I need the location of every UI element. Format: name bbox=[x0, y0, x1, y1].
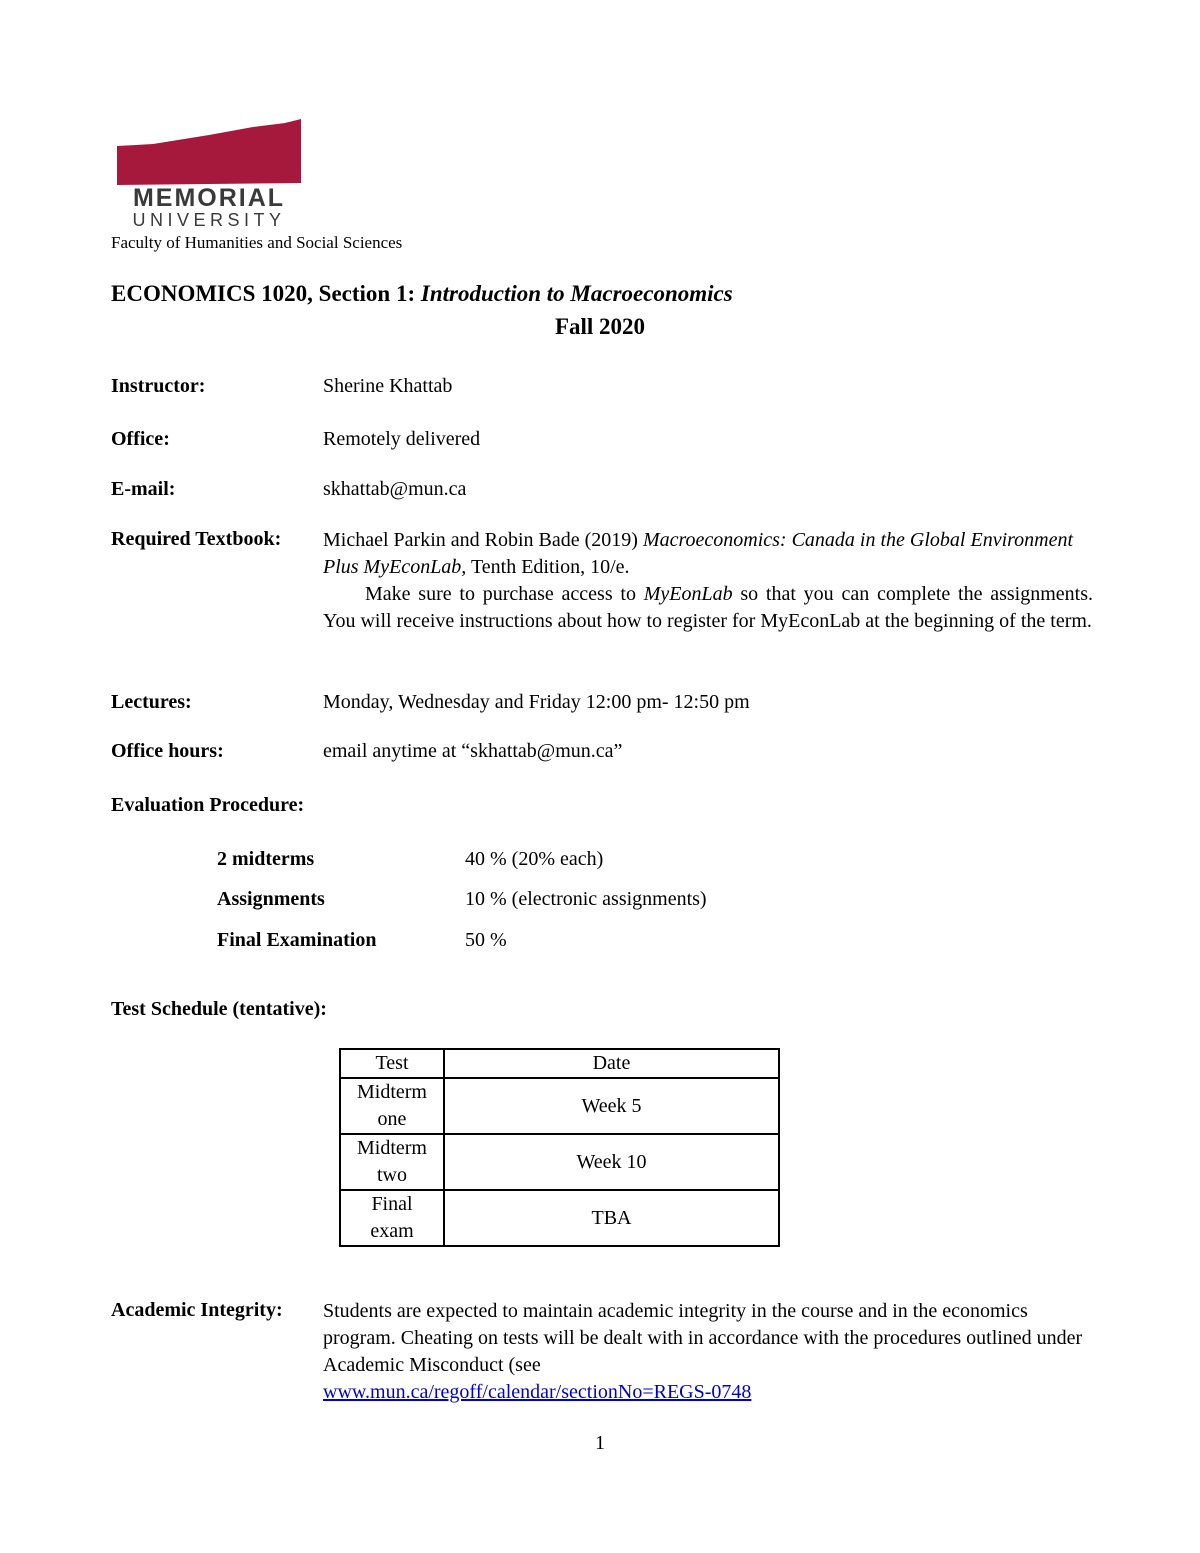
table-cell-date: Week 5 bbox=[444, 1078, 779, 1134]
evaluation-item-value: 40 % (20% each) bbox=[465, 848, 604, 870]
textbook-label: Required Textbook: bbox=[111, 528, 282, 550]
table-cell-date: Week 10 bbox=[444, 1134, 779, 1190]
integrity-label: Academic Integrity: bbox=[111, 1299, 283, 1321]
course-title bbox=[111, 281, 733, 307]
textbook-note bbox=[323, 581, 1093, 635]
textbook-citation bbox=[323, 527, 1093, 581]
test-name-line: Midterm bbox=[357, 1081, 427, 1103]
instructor-label: Instructor: bbox=[111, 375, 206, 397]
textbook-note-start: Make sure to purchase access to bbox=[365, 583, 644, 605]
office-hours-value: email anytime at “skhattab@mun.ca” bbox=[323, 740, 623, 762]
integrity-text bbox=[323, 1298, 1083, 1406]
integrity-body: Students are expected to maintain academic integrity in the course and in the economics program. Cheating on tests will be dealt with in accordance with the procedures outlined under Academic Misconduct (see bbox=[323, 1300, 1083, 1376]
course-name: Introduction to Macroeconomics bbox=[420, 281, 733, 306]
table-cell-test bbox=[340, 1078, 444, 1134]
course-code-section: ECONOMICS 1020, Section 1: bbox=[111, 281, 421, 306]
evaluation-item-label: Final Examination bbox=[217, 929, 377, 951]
textbook-edition: Tenth Edition, 10/e. bbox=[466, 556, 630, 578]
textbook-authors: Michael Parkin and Robin Bade (2019) bbox=[323, 529, 643, 551]
logo-memorial-text: MEMORIAL bbox=[132, 184, 286, 212]
test-name-line: one bbox=[377, 1108, 407, 1130]
test-schedule-table bbox=[339, 1048, 780, 1247]
table-cell-test bbox=[340, 1134, 444, 1190]
textbook-title: Macroeconomics: Canada in the Global Environment Plus MyEconLab, bbox=[323, 529, 1074, 578]
table-header-row bbox=[340, 1049, 779, 1078]
email-value: skhattab@mun.ca bbox=[323, 478, 467, 500]
email-label: E-mail: bbox=[111, 478, 176, 500]
lectures-value: Monday, Wednesday and Friday 12:00 pm- 12:50 pm bbox=[323, 691, 750, 713]
memorial-university-logo bbox=[113, 117, 305, 229]
page-number: 1 bbox=[595, 1432, 605, 1454]
logo-banner-shape bbox=[117, 119, 301, 185]
table-header-cell: Test bbox=[340, 1049, 444, 1078]
instructor-value: Sherine Khattab bbox=[323, 375, 453, 397]
academic-misconduct-link[interactable]: www.mun.ca/regoff/calendar/sectionNo=REGS-0748 bbox=[323, 1381, 752, 1403]
test-name-line: exam bbox=[370, 1220, 414, 1242]
logo-university-text: UNIVERSITY bbox=[132, 210, 286, 229]
test-name-line: Final bbox=[371, 1193, 413, 1215]
table-header-cell: Date bbox=[444, 1049, 779, 1078]
table-row bbox=[340, 1190, 779, 1246]
evaluation-item-value: 10 % (electronic assignments) bbox=[465, 888, 707, 910]
textbook-note-end: so that you can complete the assignments. You will receive instructions about how to register for MyEconLab at the beginning of the term. bbox=[323, 583, 1093, 632]
table-row bbox=[340, 1134, 779, 1190]
table-cell-test bbox=[340, 1190, 444, 1246]
test-name-line: two bbox=[377, 1164, 407, 1186]
faculty-name: Faculty of Humanities and Social Sciences bbox=[111, 233, 403, 252]
evaluation-item-label: 2 midterms bbox=[217, 848, 315, 870]
evaluation-item-label: Assignments bbox=[217, 888, 325, 910]
lectures-label: Lectures: bbox=[111, 691, 192, 713]
evaluation-heading: Evaluation Procedure: bbox=[111, 794, 305, 816]
textbook-note-product: MyEonLab bbox=[643, 583, 733, 605]
office-label: Office: bbox=[111, 428, 170, 450]
schedule-heading: Test Schedule (tentative): bbox=[111, 998, 327, 1020]
course-term: Fall 2020 bbox=[554, 314, 646, 339]
table-cell-date: TBA bbox=[444, 1190, 779, 1246]
table-row bbox=[340, 1078, 779, 1134]
test-name-line: Midterm bbox=[357, 1137, 427, 1159]
evaluation-item-value: 50 % bbox=[465, 929, 507, 951]
office-hours-label: Office hours: bbox=[111, 740, 224, 762]
office-value: Remotely delivered bbox=[323, 428, 481, 450]
